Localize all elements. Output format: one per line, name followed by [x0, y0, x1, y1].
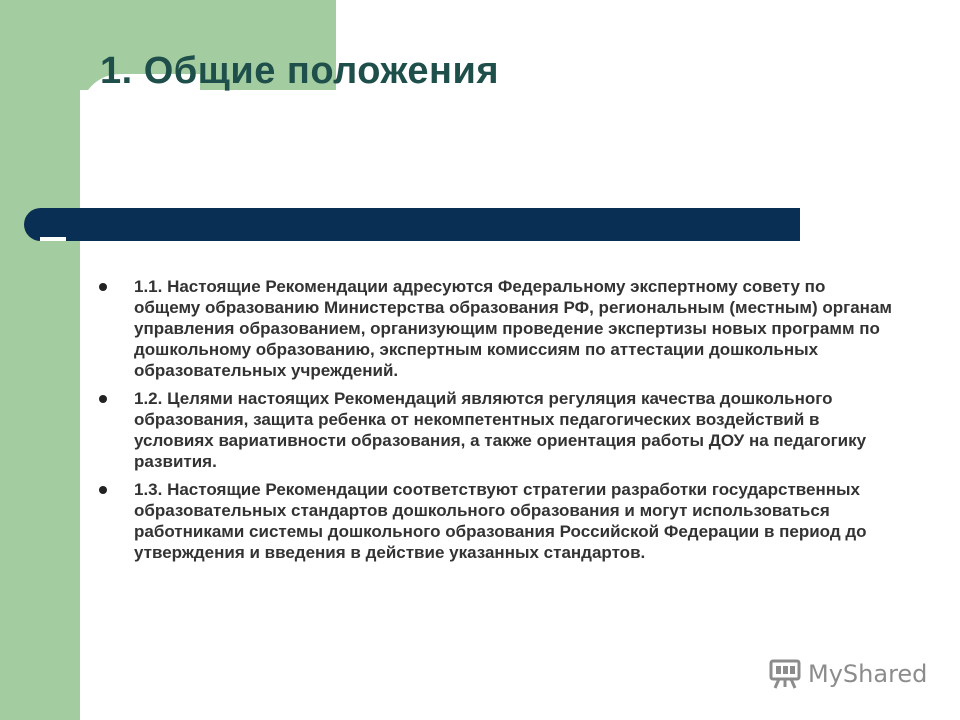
bullet-item-1-2 [96, 388, 896, 472]
bullet-item-1-1 [96, 276, 896, 381]
bullet-list [96, 276, 896, 570]
bullet-item-1-3 [96, 479, 896, 563]
slide-title: 1. Общие положения [100, 50, 500, 92]
green-side-band [0, 0, 80, 720]
bullet-text: 1.2. Целями настоящих Рекомендаций являются регуляция качества дошкольного образования, защита ребенка от некомпетентных педагогических воздействий в условиях вариативности образования, а также ориентация работы ДОУ на педагогику развития. [134, 389, 867, 471]
navy-divider-bar [24, 208, 800, 241]
bullet-dot-icon [99, 283, 107, 291]
bullet-text: 1.3. Настоящие Рекомендации соответствуют стратегии разработки государственных образовательных стандартов дошкольного образования и могут использоваться работниками системы дошкольного образования Российской Федерации в период до утверждения и введения в действие указанных стандартов. [134, 480, 867, 562]
bullet-dot-icon [99, 486, 107, 494]
navy-bar-notch [40, 237, 66, 241]
presentation-board-icon [768, 657, 802, 691]
watermark-text: MyShared [808, 660, 928, 688]
bullet-dot-icon [99, 395, 107, 403]
myshared-watermark[interactable] [768, 656, 927, 692]
bullet-text: 1.1. Настоящие Рекомендации адресуются Федеральному экспертному совету по общему образованию Министерства образования РФ, региональным (местным) органам управления образованием, организующим проведение экспертизы новых программ по дошкольному образованию, экспертным комиссиям по аттестации дошкольных образовательных учреждений. [134, 277, 892, 380]
